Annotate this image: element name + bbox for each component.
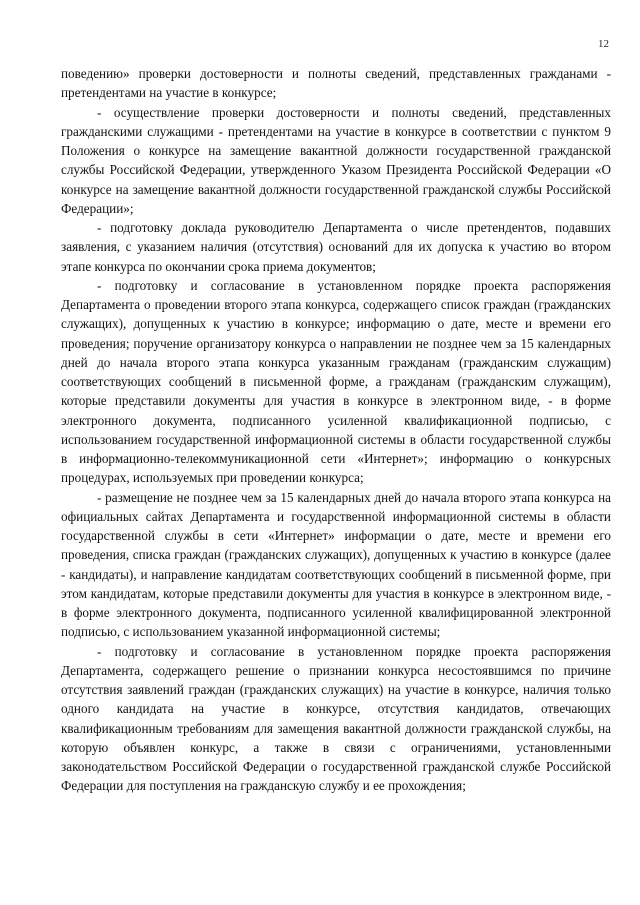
paragraph-publication: - размещение не позднее чем за 15 календарных дней до начала второго этапа конкурса на официальных сайтах Департамента и государственной информационной системы в области государственной службы в сети «Интернет» информации о дате, месте и времени его проведения, списка граждан (гражданских служащих), допущенных к участию в конкурсе (далее - кандидаты), и направление кандидатам соответствующих сообщений в письменной форме, при этом кандидатам, которые представили документы для участия в конкурсе в электронном виде, - в форме электронного документа, подписанного усиленной квалифицированной электронной подписью, с использованием указанной информационной системы; xyxy=(61,489,611,640)
body-text xyxy=(61,64,611,796)
paragraph-verification: - осуществление проверки достоверности и полноты сведений, представленных гражданскими служащими - претендентами на участие в конкурсе в соответствии с пунктом 9 Положения о конкурсе на замещение вакантной должности государственной гражданской службы Российской Федерации, утвержденного Указом Президента Российской Федерации «О конкурсе на замещение вакантной должности государственной гражданской службы Российской Федерации»; xyxy=(61,104,611,216)
paragraph-report: - подготовку доклада руководителю Департамента о числе претендентов, подавших заявления, с указанием наличия (отсутствия) оснований для их допуска к участию во втором этапе конкурса по окончании срока приема документов; xyxy=(61,220,611,274)
paragraph-failed-contest-order: - подготовку и согласование в установленном порядке проекта распоряжения Департамента, содержащего решение о признании конкурса несостоявшимся по причине отсутствия заявлений граждан (гражданских служащих) на участие в конкурсе, наличия только одного кандидата на участие в конкурсе, отсутствия кандидатов, отвечающих квалификационным требованиям для замещения вакантной должности гражданской службы, на которую объявлен конкурс, а также в связи с ограничениями, установленными законодательством Российской Федерации о государственной гражданской службе Российской Федерации для поступления на гражданскую службу и ее прохождения; xyxy=(61,643,611,794)
paragraph-second-stage-order: - подготовку и согласование в установленном порядке проекта распоряжения Департамента о проведении второго этапа конкурса, содержащего список граждан (гражданских служащих), допущенных к участию в конкурсе; информацию о дате, месте и времени его проведения; поручение организатору конкурса о направлении не позднее чем за 15 календарных дней до начала второго этапа конкурса указанным гражданам (гражданским служащим) соответствующих сообщений в письменной форме, а гражданам (гражданским служащим), которые представили документы для участия в конкурсе в электронном виде, - в форме электронного документа, подписанного усиленной квалификационной подписью, с использованием государственной информационной системы в области государственной службы в информационно-телекоммуникационной сети «Интернет»; информацию о конкурсных процедурах, используемых при проведении конкурса; xyxy=(61,277,611,486)
page-number: 12 xyxy=(598,38,609,50)
paragraph-continuation: поведению» проверки достоверности и полноты сведений, представленных гражданами - претендентами на участие в конкурсе; xyxy=(61,66,611,101)
